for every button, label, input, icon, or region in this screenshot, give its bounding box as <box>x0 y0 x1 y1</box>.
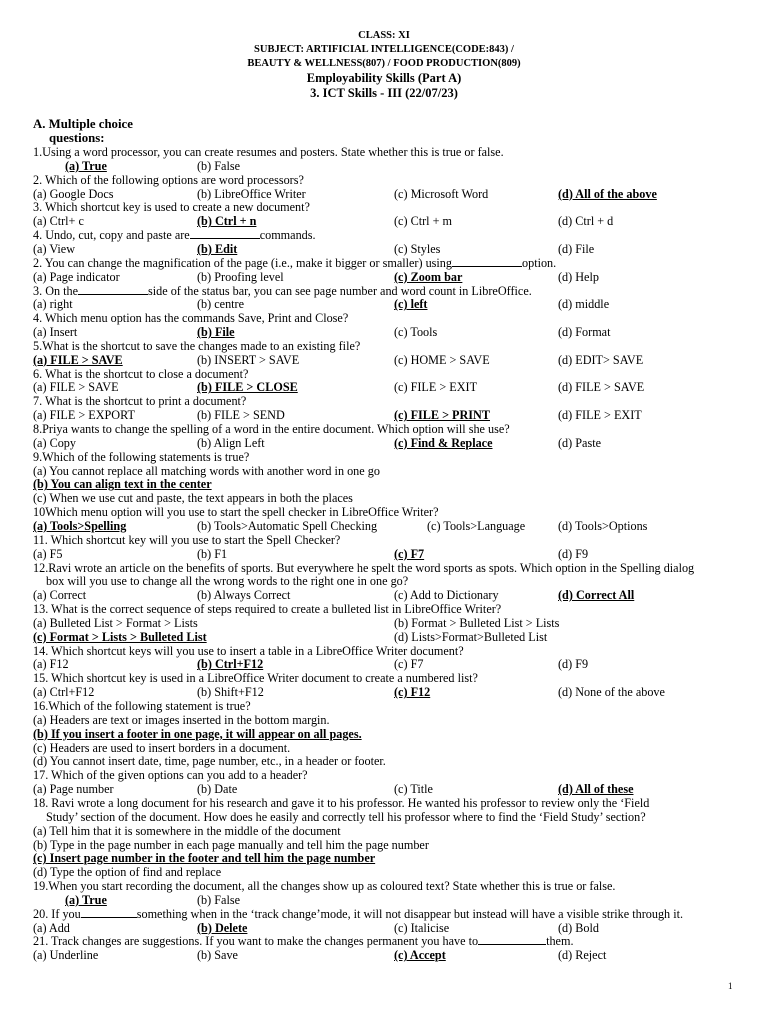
stem-text: commands. <box>259 228 316 243</box>
fill-blank <box>190 228 260 239</box>
fill-blank <box>452 256 522 267</box>
question-stem <box>33 228 316 242</box>
option: (b) Always Correct <box>197 588 291 603</box>
option: (c) left <box>394 297 428 312</box>
header-block <box>0 29 768 101</box>
option: (d) Paste <box>558 435 601 450</box>
option-line: (c) When we use cut and paste, the text appears in both the places <box>33 491 353 506</box>
section-label: A. Multiple choice <box>33 117 133 131</box>
option: (b) Save <box>197 948 238 963</box>
option: (a) F12 <box>33 657 69 672</box>
option: (b) F1 <box>197 546 228 561</box>
question-stem: 13. What is the correct sequence of steps required to create a bulleted list in LibreOffice Writer? <box>33 602 502 617</box>
question-stem: 15. Which shortcut key is used in a LibreOffice Writer document to create a numbered list? <box>33 671 478 686</box>
question-stem: 3. Which shortcut key is used to create a new document? <box>33 200 310 215</box>
option-line: (a) You cannot replace all matching words with another word in one go <box>33 463 380 478</box>
option: (c) Add to Dictionary <box>394 588 499 603</box>
option: (c) FILE > PRINT <box>394 408 490 423</box>
option: (a) View <box>33 241 76 256</box>
question-stem: 5.What is the shortcut to save the changes made to an existing file? <box>33 338 361 353</box>
option: (a) Add <box>33 920 70 935</box>
option: (a) Insert <box>33 325 78 340</box>
option: (a) Tools>Spelling <box>33 518 127 533</box>
fill-blank <box>81 907 137 918</box>
option: (c) F7 <box>394 657 424 672</box>
option: (a) Page indicator <box>33 269 120 284</box>
option: (b) centre <box>197 297 245 312</box>
stem-text: 20. If you <box>33 906 81 921</box>
option: (a) F5 <box>33 546 63 561</box>
option: (d) All of these <box>558 782 634 797</box>
question-stem: 6. What is the shortcut to close a document? <box>33 366 249 381</box>
option: (d) Bold <box>558 920 599 935</box>
option: (b) Shift+F12 <box>197 685 264 700</box>
question-stem: 11. Which shortcut key will you use to start the Spell Checker? <box>33 532 341 547</box>
question-stem <box>33 934 574 948</box>
section-label-2: questions: <box>49 131 105 145</box>
option: (b) Ctrl + n <box>197 214 257 229</box>
doc-title: Employability Skills (Part A) <box>306 71 462 85</box>
stem-text: option. <box>522 255 557 270</box>
option: (c) FILE > EXIT <box>394 380 478 395</box>
option-line: (b) You can align text in the center <box>33 477 212 492</box>
option: (c) Tools>Language <box>427 518 526 533</box>
option: (c) Tools <box>394 325 438 340</box>
option: (b) Edit <box>197 241 238 256</box>
question-stem: 14. Which shortcut keys will you use to insert a table in a LibreOffice Writer document? <box>33 643 464 658</box>
question-stem: 8.Priya wants to change the spelling of a word in the entire document. Which option will she use? <box>33 422 510 436</box>
option: (b) False <box>197 892 240 907</box>
option: (b) Tools>Automatic Spell Checking <box>197 518 378 533</box>
question-stem: 19.When you start recording the document, all the changes show up as coloured text? State whether this is true or false. <box>33 879 616 894</box>
option: (a) True <box>65 158 107 173</box>
question-stem <box>33 284 532 298</box>
option: (c) Find & Replace <box>394 435 493 450</box>
stem-text: them. <box>546 934 574 949</box>
question-stem: 18. Ravi wrote a long document for his research and gave it to his professor. He wanted his professor to review only the ‘Field <box>33 795 650 810</box>
option: (b) Delete <box>197 920 248 935</box>
option-line: (a) Headers are text or images inserted in the bottom margin. <box>33 712 330 727</box>
option: (a) Google Docs <box>33 186 114 201</box>
option: (d) FILE > SAVE <box>558 380 645 395</box>
question-stem-continued: box will you use to change all the wrong words to the right one in one go? <box>46 574 409 589</box>
subject-line-2: BEAUTY & WELLNESS(807) / FOOD PRODUCTION(809) <box>247 58 521 69</box>
question-stem <box>33 907 683 921</box>
stem-text: side of the status bar, you can see page number and word count in LibreOffice. <box>148 283 532 298</box>
option: (a) Copy <box>33 435 76 450</box>
question-stem: 7. What is the shortcut to print a document? <box>33 394 247 409</box>
option: (c) F12 <box>394 685 431 700</box>
option: (b) Date <box>197 782 238 797</box>
option: (d) Lists>Format>Bulleted List <box>394 629 548 644</box>
option: (b) False <box>197 158 240 173</box>
question-stem: 10Which menu option will you use to start the spell checker in LibreOffice Writer? <box>33 505 439 520</box>
stem-text: 2. You can change the magnification of the page (i.e., make it bigger or smaller) using <box>33 255 452 270</box>
option: (c) Ctrl + m <box>394 214 452 229</box>
option: (c) Format > Lists > Bulleted List <box>33 629 207 644</box>
option-line: (c) Insert page number in the footer and tell him the page number <box>33 851 376 866</box>
option: (c) Italicise <box>394 920 450 935</box>
option: (c) F7 <box>394 546 425 561</box>
option: (d) Tools>Options <box>558 518 648 533</box>
option: (a) True <box>65 892 107 907</box>
option: (b) Format > Bulleted List > Lists <box>394 615 560 630</box>
option: (d) EDIT> SAVE <box>558 352 644 367</box>
option: (d) F9 <box>558 546 589 561</box>
stem-text: 3. On the <box>33 283 79 298</box>
option: (d) Correct All <box>558 588 635 603</box>
question-stem: 4. Which menu option has the commands Save, Print and Close? <box>33 311 349 326</box>
class-line: CLASS: XI <box>358 30 410 41</box>
option: (d) middle <box>558 297 610 312</box>
option: (c) Microsoft Word <box>394 186 489 201</box>
option: (d) None of the above <box>558 685 665 700</box>
option-line: (b) If you insert a footer in one page, it will appear on all pages. <box>33 726 362 741</box>
option: (b) FILE > CLOSE <box>197 380 298 395</box>
option-line: (b) Type in the page number in each page manually and tell him the page number <box>33 837 429 852</box>
stem-text: 21. Track changes are suggestions. If you want to make the changes permanent you have to <box>33 934 479 949</box>
option: (b) FILE > SEND <box>197 408 285 423</box>
question-stem-continued: Study’ section of the document. How does he easily and correctly tell his professor where to find the ‘Field Study’ section? <box>46 809 646 824</box>
subject-line-1: SUBJECT: ARTIFICIAL INTELLIGENCE(CODE:843) / <box>254 44 514 55</box>
question-stem: 16.Which of the following statement is true? <box>33 699 251 713</box>
option: (a) Underline <box>33 948 99 963</box>
option: (b) Proofing level <box>197 269 284 284</box>
option-line: (c) Headers are used to insert borders in a document. <box>33 740 291 755</box>
question-stem: 9.Which of the following statements is true? <box>33 449 250 464</box>
fill-blank <box>478 934 546 945</box>
option: (a) Bulleted List > Format > Lists <box>33 615 198 630</box>
option: (b) Ctrl+F12 <box>197 657 264 672</box>
option: (d) Help <box>558 269 599 284</box>
option-line: (d) Type the option of find and replace <box>33 865 222 880</box>
option: (d) All of the above <box>558 186 657 201</box>
question-stem: 12.Ravi wrote an article on the benefits of sports. But everywhere he spelt the word sports as spots. Which option in the Spelling dialog <box>33 560 695 575</box>
stem-text: 4. Undo, cut, copy and paste are <box>33 228 190 243</box>
option-line: (a) Tell him that it is somewhere in the middle of the document <box>33 823 341 838</box>
option: (d) FILE > EXIT <box>558 408 642 423</box>
page-number: 1 <box>728 981 733 991</box>
question-stem <box>33 256 556 270</box>
option: (a) Page number <box>33 782 114 797</box>
option: (a) Ctrl+F12 <box>33 685 95 700</box>
option: (a) Correct <box>33 588 87 603</box>
option: (d) Format <box>558 325 611 340</box>
option: (c) Zoom bar <box>394 269 463 284</box>
option: (c) Title <box>394 782 433 797</box>
fill-blank <box>78 284 148 295</box>
option: (d) Ctrl + d <box>558 214 614 229</box>
question-stem: 2. Which of the following options are word processors? <box>33 172 304 187</box>
option: (d) File <box>558 241 595 256</box>
question-stem: 17. Which of the given options can you add to a header? <box>33 768 308 783</box>
option: (a) Ctrl+ c <box>33 214 84 229</box>
unit-title: 3. ICT Skills - III (22/07/23) <box>310 86 458 100</box>
option: (c) HOME > SAVE <box>394 352 490 367</box>
option: (a) FILE > SAVE <box>33 352 123 367</box>
question-stem: 1.Using a word processor, you can create resumes and posters. State whether this is true or false. <box>33 145 504 159</box>
option: (c) Styles <box>394 241 441 256</box>
option: (d) Reject <box>558 948 607 963</box>
option: (b) File <box>197 325 235 340</box>
stem-text: something when in the ‘track change’mode, it will not disappear but instead will have a visible strike through it. <box>136 906 684 921</box>
option-line: (d) You cannot insert date, time, page number, etc., in a header or footer. <box>33 754 386 769</box>
option: (a) right <box>33 297 73 312</box>
option: (a) FILE > SAVE <box>33 380 119 395</box>
option: (b) INSERT > SAVE <box>197 352 300 367</box>
option: (d) F9 <box>558 657 589 672</box>
option: (b) LibreOffice Writer <box>197 186 306 201</box>
section-heading <box>33 117 193 145</box>
option: (a) FILE > EXPORT <box>33 408 135 423</box>
option: (b) Align Left <box>197 435 265 450</box>
option: (c) Accept <box>394 948 446 963</box>
